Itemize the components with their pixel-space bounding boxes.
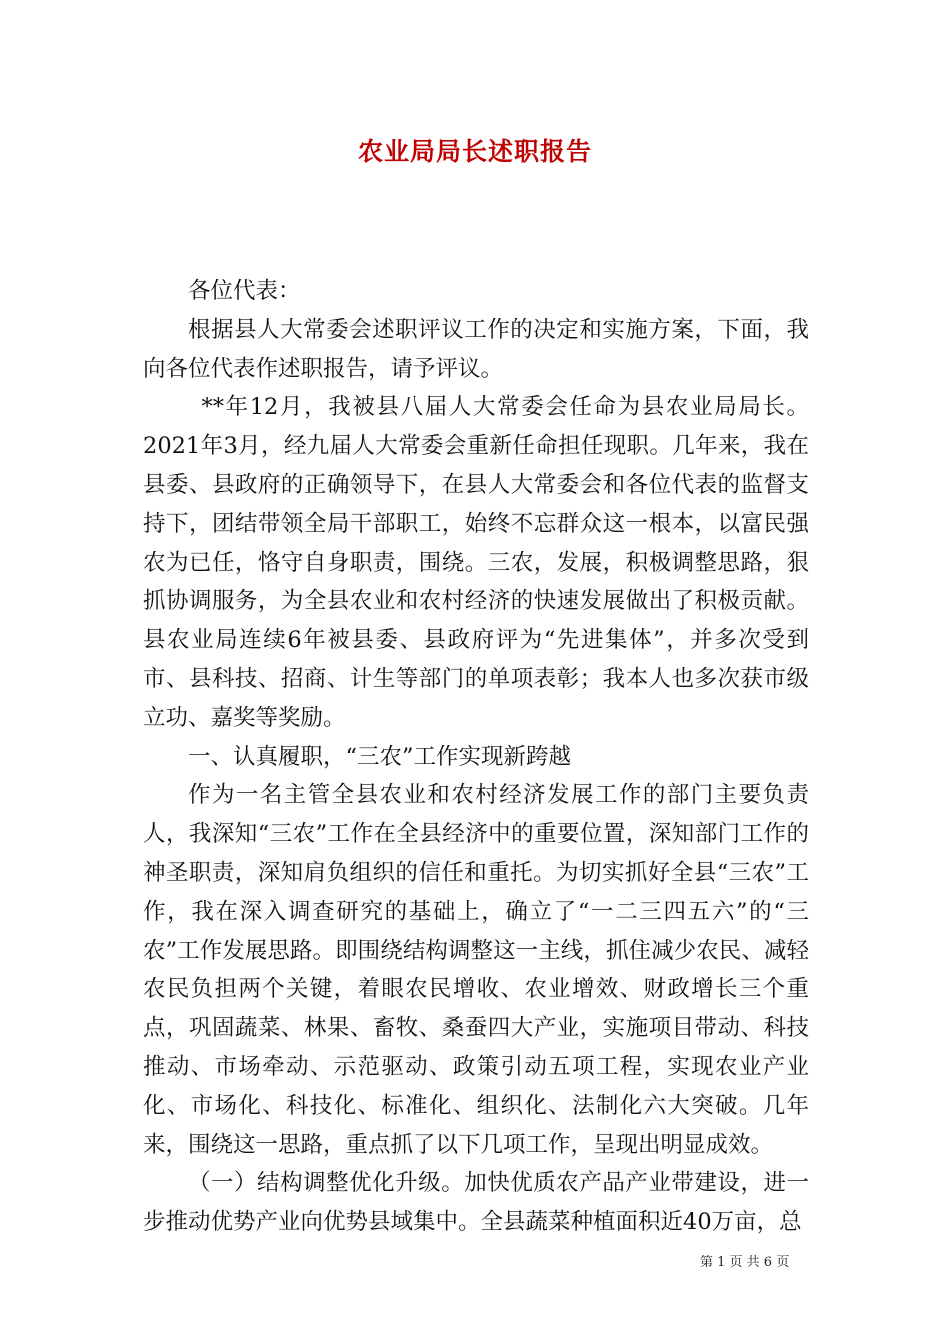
appointment-paragraph: **年12月，我被县八届人大常委会任命为县农业局局长。2021年3月，经九届人大常委会重新任命担任现职。几年来，我在县委、县政府的正确领导下，在县人大常委会和各位代表的监督支持下，团结带领全局干部职工，始终不忘群众这一根本，以富民强农为已任，恪守自身职责，围绕。三农，发展，积极调整思路，狠抓协调服务，为全县农业和农村经济的快速发展做出了积极贡献。县农业局连续6年被县委、县政府评为“先进集体”，并多次受到市、县科技、招商、计生等部门的单项表彰；我本人也多次获市级立功、嘉奖等奖励。 (143, 394, 809, 731)
section-heading-1: 一、认真履职，“三农”工作实现新跨越 (188, 743, 572, 770)
subsection-paragraph-1: （一）结构调整优化升级。加快优质农产品产业带建设，进一步推动优势产业向优势县域集中。全县蔬菜种植面积近40万亩，总 (143, 1170, 809, 1236)
document-body (143, 272, 809, 1242)
intro-paragraph: 根据县人大常委会述职评议工作的决定和实施方案，下面，我向各位代表作述职报告，请予评议。 (143, 316, 809, 382)
section-body-paragraph: 作为一名主管全县农业和农村经济发展工作的部门主要负责人，我深知“三农”工作在全县经济中的重要位置，深知部门工作的神圣职责，深知肩负组织的信任和重托。为切实抓好全县“三农”工作，我在深入调查研究的基础上，确立了“一二三四五六”的“三农”工作发展思路。即围绕结构调整这一主线，抓住减少农民、减轻农民负担两个关键，着眼农民增收、农业增效、财政增长三个重点，巩固蔬菜、林果、畜牧、桑蚕四大产业，实施项目带动、科技推动、市场牵动、示范驱动、政策引动五项工程，实现农业产业化、市场化、科技化、标准化、组织化、法制化六大突破。几年来，围绕这一思路，重点抓了以下几项工作，呈现出明显成效。 (143, 782, 809, 1158)
document-title: 农业局局长述职报告 (357, 137, 592, 166)
page-number: 第 1 页 共 6 页 (700, 1255, 790, 1270)
salutation-paragraph: 各位代表： (188, 278, 301, 304)
